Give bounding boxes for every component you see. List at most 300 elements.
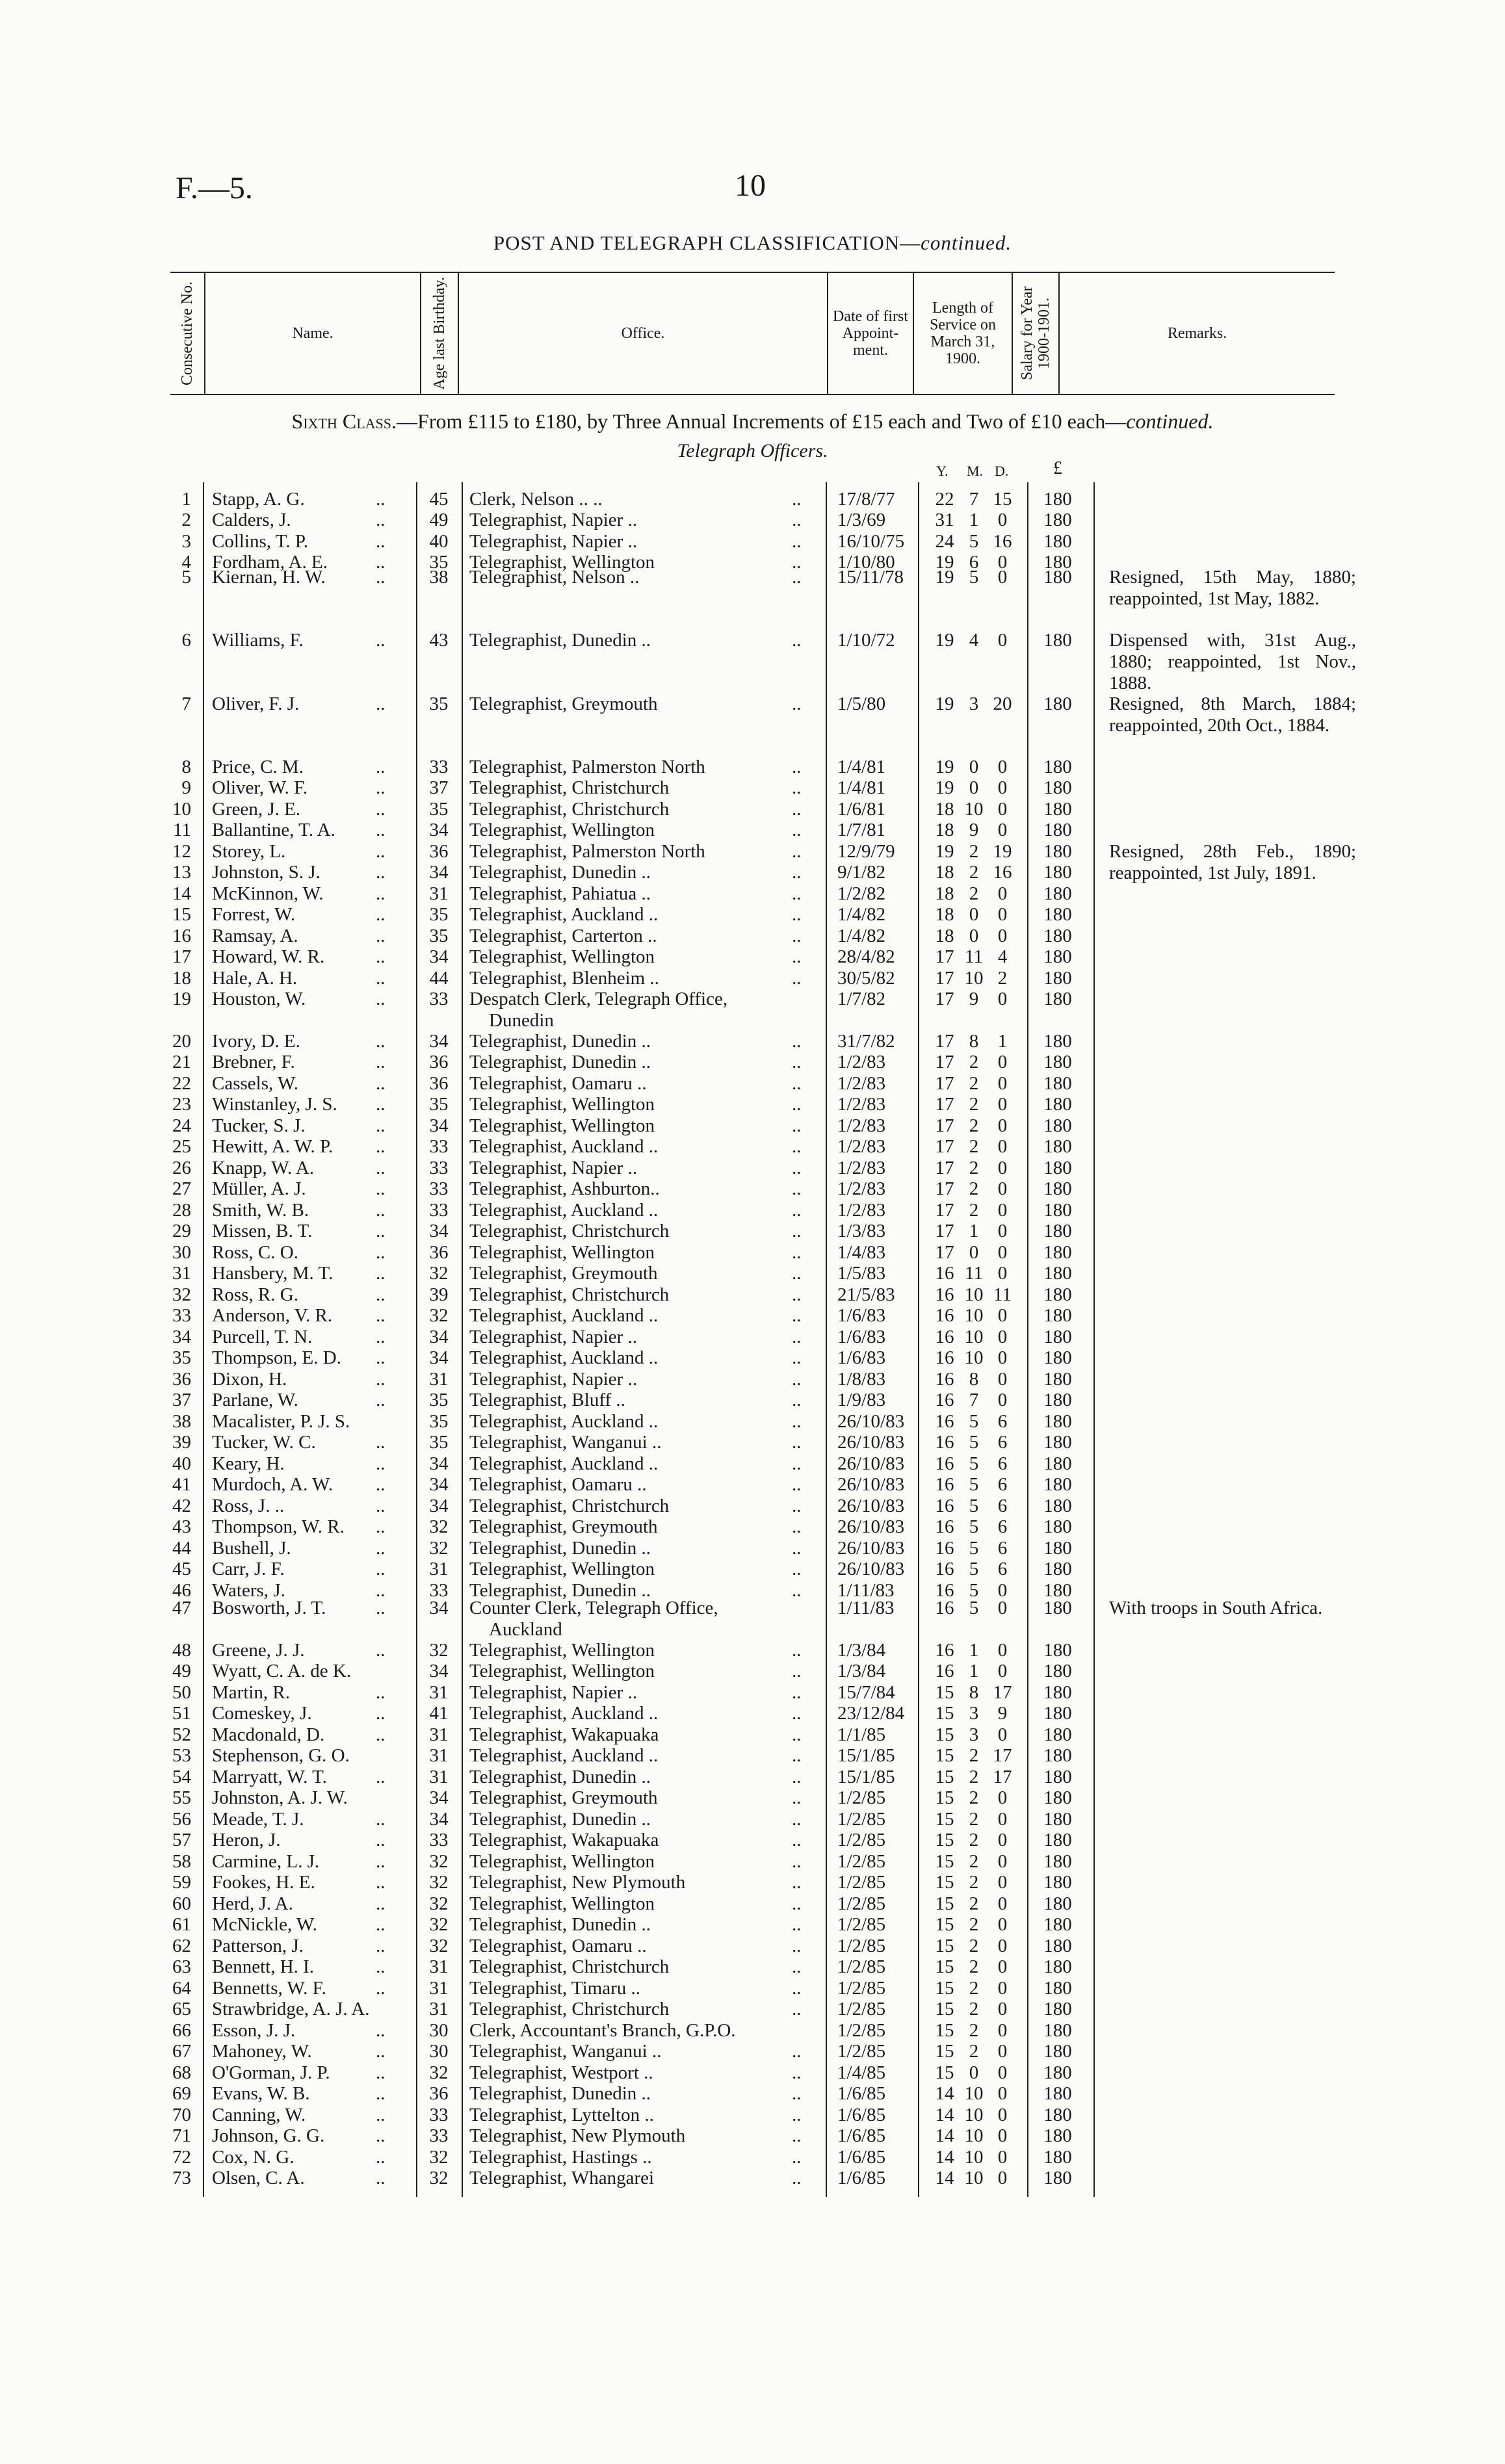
name-cell: Williams, F. (212, 630, 304, 651)
service-years-cell: 15 (935, 1872, 954, 1893)
service-years-cell: 18 (935, 926, 954, 946)
service-years-cell: 14 (935, 2105, 954, 2125)
name-cell: Tucker, S. J. (212, 1115, 306, 1136)
name-cell: Green, J. E. (212, 799, 301, 820)
service-months-cell: 6 (969, 552, 979, 573)
age-cell: 32 (429, 1305, 449, 1326)
age-cell: 32 (429, 1516, 449, 1537)
service-years-cell: 17 (935, 989, 954, 1009)
age-cell: 39 (429, 1284, 449, 1305)
appointment-date-cell: 1/2/85 (837, 1872, 886, 1893)
office-cell: Telegraphist, Wellington (469, 1851, 655, 1872)
name-cell: Bennett, H. I. (212, 1956, 315, 1977)
consecutive-no: 25 (172, 1136, 191, 1157)
age-cell: 31 (429, 1559, 449, 1579)
service-months-cell: 2 (969, 1914, 979, 1935)
leader-dots: .. (376, 799, 386, 820)
consecutive-no: 60 (172, 1893, 191, 1914)
service-months-cell: 2 (969, 1872, 979, 1893)
office-cell: Telegraphist, Greymouth (469, 1263, 658, 1284)
leader-dots: .. (792, 531, 802, 552)
appointment-date-cell: 15/7/84 (837, 1682, 895, 1703)
leader-dots: .. (792, 1284, 802, 1305)
appointment-date-cell: 1/2/85 (837, 2020, 886, 2041)
office-cell: Telegraphist, Wellington (469, 1640, 655, 1661)
office-cell: Telegraphist, Dunedin .. (469, 1580, 651, 1601)
service-days-cell: 2 (997, 968, 1008, 989)
table-row (0, 1538, 1505, 1559)
name-cell: Ross, C. O. (212, 1242, 298, 1263)
consecutive-no: 24 (172, 1115, 191, 1136)
office-cell: Telegraphist, Wanganui .. (469, 1432, 662, 1453)
appointment-date-cell: 26/10/83 (837, 1538, 905, 1559)
age-cell: 32 (429, 1872, 449, 1893)
table-row (0, 777, 1505, 799)
table-row (0, 2020, 1505, 2042)
consecutive-no: 40 (172, 1453, 191, 1474)
service-months-cell: 2 (969, 1200, 979, 1221)
service-months-cell: 5 (969, 1496, 979, 1516)
consecutive-no: 16 (172, 926, 191, 946)
office-cell: Telegraphist, Auckland .. (469, 1411, 659, 1432)
leader-dots: .. (792, 1052, 802, 1072)
leader-dots: .. (792, 1432, 802, 1453)
age-cell: 33 (429, 1136, 449, 1157)
service-years-cell: 16 (935, 1516, 954, 1537)
consecutive-no: 72 (172, 2147, 191, 2168)
service-months-cell: 10 (964, 1284, 984, 1305)
service-years-cell: 17 (935, 946, 954, 967)
salary-cell: 180 (1043, 1661, 1072, 1681)
salary-cell: 180 (1043, 1978, 1072, 1999)
salary-cell: 180 (1043, 1851, 1072, 1872)
consecutive-no: 59 (172, 1872, 191, 1893)
service-months-cell: 2 (969, 1851, 979, 1872)
service-days-cell: 6 (997, 1474, 1008, 1495)
leader-dots: .. (792, 1094, 802, 1115)
header-service: Length of Service on March 31, 1900. (930, 300, 996, 367)
consecutive-no: 3 (181, 531, 191, 552)
consecutive-no: 6 (181, 630, 191, 651)
appointment-date-cell: 1/2/82 (837, 883, 886, 904)
header-date: Date of first Appoint- ment. (833, 308, 908, 359)
leader-dots: .. (792, 1390, 802, 1410)
consecutive-no: 51 (172, 1703, 191, 1724)
page-number: 10 (735, 168, 766, 203)
remark-row-47: With troops in South Africa. (1109, 1598, 1323, 1618)
service-years-cell: 16 (935, 1432, 954, 1453)
table-row (0, 1640, 1505, 1661)
leader-dots: .. (376, 1496, 386, 1516)
name-cell: Storey, L. (212, 841, 286, 862)
remark-row-6: Dispensed with, 31st Aug., 1880; reappointed, 1st Nov., 1888. (1109, 630, 1356, 694)
appointment-date-cell: 1/9/83 (837, 1390, 886, 1410)
header-office: Office. (621, 325, 665, 342)
leader-dots: .. (376, 1914, 386, 1935)
service-months-cell: 2 (969, 1978, 979, 1999)
appointment-date-cell: 26/10/83 (837, 1516, 905, 1537)
leader-dots: .. (376, 1284, 386, 1305)
office-cell: Telegraphist, Napier .. (469, 1327, 638, 1347)
service-months-cell: 2 (969, 1094, 979, 1115)
office-cell-continued: Auckland (489, 1619, 562, 1640)
age-cell: 31 (429, 1767, 449, 1787)
table-row (0, 1052, 1505, 1073)
service-months-cell: 7 (969, 489, 979, 510)
service-months-cell: 5 (969, 1559, 979, 1579)
service-days-cell: 0 (997, 2041, 1008, 2062)
service-days-cell: 0 (997, 926, 1008, 946)
table-row (0, 904, 1505, 926)
leader-dots: .. (376, 2105, 386, 2125)
appointment-date-cell: 1/2/85 (837, 2041, 886, 2062)
document-reference: F.—5. (176, 171, 253, 205)
name-cell: Hansbery, M. T. (212, 1263, 334, 1284)
age-cell: 36 (429, 2083, 449, 2104)
service-days-cell: 6 (997, 1516, 1008, 1537)
leader-dots: .. (792, 2168, 802, 2188)
salary-cell: 180 (1043, 1580, 1072, 1601)
age-cell: 32 (429, 1263, 449, 1284)
age-cell: 32 (429, 1851, 449, 1872)
consecutive-no: 35 (172, 1347, 191, 1368)
service-months-cell: 5 (969, 1453, 979, 1474)
name-cell: Brebner, F. (212, 1052, 295, 1072)
name-cell: Parlane, W. (212, 1390, 298, 1410)
leader-dots: .. (792, 1978, 802, 1999)
leader-dots: .. (376, 1453, 386, 1474)
service-months-cell: 0 (969, 926, 979, 946)
leader-dots: .. (376, 1767, 386, 1787)
appointment-date-cell: 1/2/85 (837, 1914, 886, 1935)
service-months-cell: 2 (969, 1158, 979, 1178)
table-row (0, 1369, 1505, 1390)
appointment-date-cell: 1/10/80 (837, 552, 895, 573)
service-years-cell: 17 (935, 968, 954, 989)
consecutive-no: 36 (172, 1369, 191, 1390)
salary-cell: 180 (1043, 1115, 1072, 1136)
table-row (0, 1432, 1505, 1453)
appointment-date-cell: 1/4/81 (837, 757, 886, 777)
age-cell: 34 (429, 1661, 449, 1681)
service-years-cell: 17 (935, 1052, 954, 1072)
leader-dots: .. (792, 1745, 802, 1766)
leader-dots: .. (376, 510, 386, 530)
table-row (0, 2168, 1505, 2189)
service-months-cell: 2 (969, 841, 979, 862)
appointment-date-cell: 1/6/85 (837, 2125, 886, 2146)
service-days-cell: 0 (997, 1661, 1008, 1681)
leader-dots: .. (792, 2105, 802, 2125)
table-row (0, 1347, 1505, 1369)
name-cell: Knapp, W. A. (212, 1158, 315, 1178)
leader-dots: .. (792, 1580, 802, 1601)
appointment-date-cell: 1/2/85 (837, 1936, 886, 1956)
table-row (0, 1703, 1505, 1724)
service-days-cell: 0 (997, 1221, 1008, 1241)
consecutive-no: 55 (172, 1787, 191, 1808)
consecutive-no: 19 (172, 989, 191, 1009)
table-row (0, 1661, 1505, 1682)
consecutive-no: 30 (172, 1242, 191, 1263)
salary-cell: 180 (1043, 1158, 1072, 1178)
name-cell: Johnston, S. J. (212, 862, 321, 883)
service-days-cell: 0 (997, 883, 1008, 904)
table-row (0, 1724, 1505, 1746)
service-months-cell: 3 (969, 1724, 979, 1745)
service-years-cell: 16 (935, 1598, 954, 1618)
service-days-cell: 15 (993, 489, 1012, 510)
service-days-cell: 0 (997, 2147, 1008, 2168)
appointment-date-cell: 1/4/82 (837, 926, 886, 946)
consecutive-no: 12 (172, 841, 191, 862)
table-row (0, 1242, 1505, 1264)
leader-dots: .. (792, 1936, 802, 1956)
table-row (0, 1787, 1505, 1809)
service-days-cell: 0 (997, 757, 1008, 777)
name-cell: Calders, J. (212, 510, 291, 530)
remark-row-12: Resigned, 28th Feb., 1890; reappointed, 1st July, 1891. (1109, 841, 1356, 883)
office-cell: Telegraphist, Christchurch (469, 1221, 670, 1241)
leader-dots: .. (792, 2062, 802, 2083)
service-months-cell: 1 (969, 1221, 979, 1241)
salary-cell: 180 (1043, 1682, 1072, 1703)
service-years-cell: 15 (935, 1809, 954, 1830)
leader-dots: .. (376, 1580, 386, 1601)
service-months-cell: 10 (964, 799, 984, 820)
office-cell: Telegraphist, Auckland .. (469, 1305, 659, 1326)
service-years-cell: 14 (935, 2083, 954, 2104)
leader-dots: .. (792, 1474, 802, 1495)
leader-dots: .. (792, 1956, 802, 1977)
appointment-date-cell: 1/4/85 (837, 2062, 886, 2083)
name-cell: Esson, J. J. (212, 2020, 296, 2041)
name-cell: O'Gorman, J. P. (212, 2062, 330, 2083)
service-days-cell: 9 (997, 1703, 1008, 1724)
service-years-cell: 19 (935, 630, 954, 651)
office-cell: Telegraphist, Hastings .. (469, 2147, 652, 2168)
table-row (0, 799, 1505, 820)
consecutive-no: 33 (172, 1305, 191, 1326)
service-days-cell: 0 (997, 630, 1008, 651)
leader-dots: .. (792, 883, 802, 904)
consecutive-no: 39 (172, 1432, 191, 1453)
service-years-cell: 16 (935, 1580, 954, 1601)
leader-dots: .. (376, 2062, 386, 2083)
name-cell: Marryatt, W. T. (212, 1767, 327, 1787)
consecutive-no: 31 (172, 1263, 191, 1284)
age-cell: 31 (429, 1369, 449, 1390)
service-years-cell: 17 (935, 1073, 954, 1094)
service-years-cell: 15 (935, 2020, 954, 2041)
salary-cell: 180 (1043, 1724, 1072, 1745)
service-days-cell: 6 (997, 1411, 1008, 1432)
salary-cell: 180 (1043, 510, 1072, 530)
consecutive-no: 29 (172, 1221, 191, 1241)
age-cell: 34 (429, 1453, 449, 1474)
age-cell: 32 (429, 2147, 449, 2168)
header-age: Age last Birthday. (431, 277, 448, 390)
table-row (0, 1851, 1505, 1873)
consecutive-no: 4 (181, 552, 191, 573)
table-row (0, 510, 1505, 531)
leader-dots: .. (792, 1893, 802, 1914)
name-cell: Heron, J. (212, 1830, 281, 1850)
service-months-cell: 5 (969, 1432, 979, 1453)
age-cell: 32 (429, 1936, 449, 1956)
service-months-cell: 2 (969, 1893, 979, 1914)
table-row (0, 1115, 1505, 1137)
appointment-date-cell: 21/5/83 (837, 1284, 895, 1305)
appointment-date-cell: 1/7/82 (837, 989, 886, 1009)
office-cell: Telegraphist, Dunedin .. (469, 1538, 651, 1559)
service-years-cell: 15 (935, 1682, 954, 1703)
age-cell: 34 (429, 1347, 449, 1368)
age-cell: 36 (429, 1052, 449, 1072)
leader-dots: .. (376, 1136, 386, 1157)
office-cell: Telegraphist, Oamaru .. (469, 1073, 647, 1094)
table-row (0, 1767, 1505, 1788)
service-months-cell: 7 (969, 1390, 979, 1410)
salary-cell: 180 (1043, 567, 1072, 588)
leader-dots: .. (792, 1767, 802, 1787)
appointment-date-cell: 23/12/84 (837, 1703, 905, 1724)
leader-dots: .. (792, 799, 802, 820)
leader-dots: .. (376, 1703, 386, 1724)
age-cell: 38 (429, 567, 449, 588)
age-cell: 34 (429, 820, 449, 840)
table-row (0, 2125, 1505, 2147)
service-years-cell: 16 (935, 1453, 954, 1474)
table-row (0, 531, 1505, 552)
leader-dots: .. (376, 1956, 386, 1977)
service-years-cell: 17 (935, 1031, 954, 1052)
service-days-cell: 0 (997, 2105, 1008, 2125)
table-row (0, 1559, 1505, 1580)
office-cell: Clerk, Accountant's Branch, G.P.O. (469, 2020, 736, 2041)
service-months-cell: 11 (965, 946, 983, 967)
service-days-cell: 0 (997, 1158, 1008, 1178)
office-cell: Telegraphist, Lyttelton .. (469, 2105, 654, 2125)
table-row (0, 1305, 1505, 1327)
leader-dots: .. (376, 1305, 386, 1326)
table-row (0, 1073, 1505, 1095)
consecutive-no: 41 (172, 1474, 191, 1495)
appointment-date-cell: 26/10/83 (837, 1432, 905, 1453)
leader-dots: .. (792, 968, 802, 989)
appointment-date-cell: 15/1/85 (837, 1767, 895, 1787)
age-cell: 35 (429, 904, 449, 925)
office-cell: Telegraphist, Auckland .. (469, 1200, 659, 1221)
service-years-cell: 17 (935, 1094, 954, 1115)
appointment-date-cell: 26/10/83 (837, 1453, 905, 1474)
office-cell: Telegraphist, Christchurch (469, 1999, 670, 2019)
service-years-cell: 17 (935, 1242, 954, 1263)
salary-cell: 180 (1043, 904, 1072, 925)
service-days-cell: 6 (997, 1453, 1008, 1474)
name-cell: Wyatt, C. A. de K. (212, 1661, 352, 1681)
consecutive-no: 57 (172, 1830, 191, 1850)
consecutive-no: 73 (172, 2168, 191, 2188)
table-row (0, 1453, 1505, 1475)
service-months-cell: 2 (969, 862, 979, 883)
appointment-date-cell: 1/2/83 (837, 1115, 886, 1136)
consecutive-no: 50 (172, 1682, 191, 1703)
table-row (0, 1263, 1505, 1284)
leader-dots: .. (376, 2083, 386, 2104)
leader-dots: .. (376, 552, 386, 573)
consecutive-no: 38 (172, 1411, 191, 1432)
office-cell: Telegraphist, New Plymouth (469, 1872, 686, 1893)
name-cell: Houston, W. (212, 989, 306, 1009)
name-cell: Winstanley, J. S. (212, 1094, 337, 1115)
service-days-cell: 0 (997, 552, 1008, 573)
service-months-cell: 5 (969, 1474, 979, 1495)
table-row (0, 757, 1505, 778)
service-months-cell: 8 (969, 1031, 979, 1052)
age-cell: 34 (429, 1221, 449, 1241)
salary-cell: 180 (1043, 2083, 1072, 2104)
age-cell: 35 (429, 1432, 449, 1453)
age-cell: 41 (429, 1703, 449, 1724)
service-months-cell: 3 (969, 694, 979, 714)
salary-cell: 180 (1043, 1830, 1072, 1850)
leader-dots: .. (376, 1178, 386, 1199)
leader-dots: .. (376, 1115, 386, 1136)
age-cell: 34 (429, 862, 449, 883)
service-days-cell: 19 (993, 841, 1012, 862)
table-row (0, 1956, 1505, 1978)
office-cell: Telegraphist, Wellington (469, 946, 655, 967)
table-row (0, 1830, 1505, 1851)
header-name: Name. (292, 325, 334, 342)
service-days-cell: 0 (997, 820, 1008, 840)
salary-cell: 180 (1043, 489, 1072, 510)
leader-dots: .. (792, 1242, 802, 1263)
service-years-cell: 15 (935, 1745, 954, 1766)
table-row (0, 1200, 1505, 1221)
consecutive-no: 53 (172, 1745, 191, 1766)
salary-cell: 180 (1043, 841, 1072, 862)
service-days-cell: 16 (993, 862, 1012, 883)
service-days-cell: 17 (993, 1682, 1012, 1703)
service-days-cell: 17 (993, 1767, 1012, 1787)
leader-dots: .. (376, 1242, 386, 1263)
service-months-cell: 2 (969, 1787, 979, 1808)
name-cell: Hale, A. H. (212, 968, 298, 989)
name-cell: Strawbridge, A. J. A. (212, 1999, 370, 2019)
name-cell: Murdoch, A. W. (212, 1474, 334, 1495)
service-years-cell: 15 (935, 1914, 954, 1935)
service-months-cell: 3 (969, 1703, 979, 1724)
service-days-cell: 6 (997, 1559, 1008, 1579)
office-cell: Telegraphist, Oamaru .. (469, 1474, 647, 1495)
leader-dots: .. (792, 1914, 802, 1935)
service-months-cell: 2 (969, 883, 979, 904)
service-days-cell: 0 (997, 1893, 1008, 1914)
consecutive-no: 65 (172, 1999, 191, 2019)
service-days-cell: 0 (997, 2125, 1008, 2146)
leader-dots: .. (376, 531, 386, 552)
appointment-date-cell: 1/3/83 (837, 1221, 886, 1241)
consecutive-no: 44 (172, 1538, 191, 1559)
age-cell: 33 (429, 989, 449, 1009)
name-cell: Müller, A. J. (212, 1178, 306, 1199)
leader-dots: .. (792, 1787, 802, 1808)
leader-dots: .. (792, 820, 802, 840)
service-days-cell: 0 (997, 2062, 1008, 2083)
remark-row-7: Resigned, 8th March, 1884; reappointed, 20th Oct., 1884. (1109, 694, 1356, 736)
